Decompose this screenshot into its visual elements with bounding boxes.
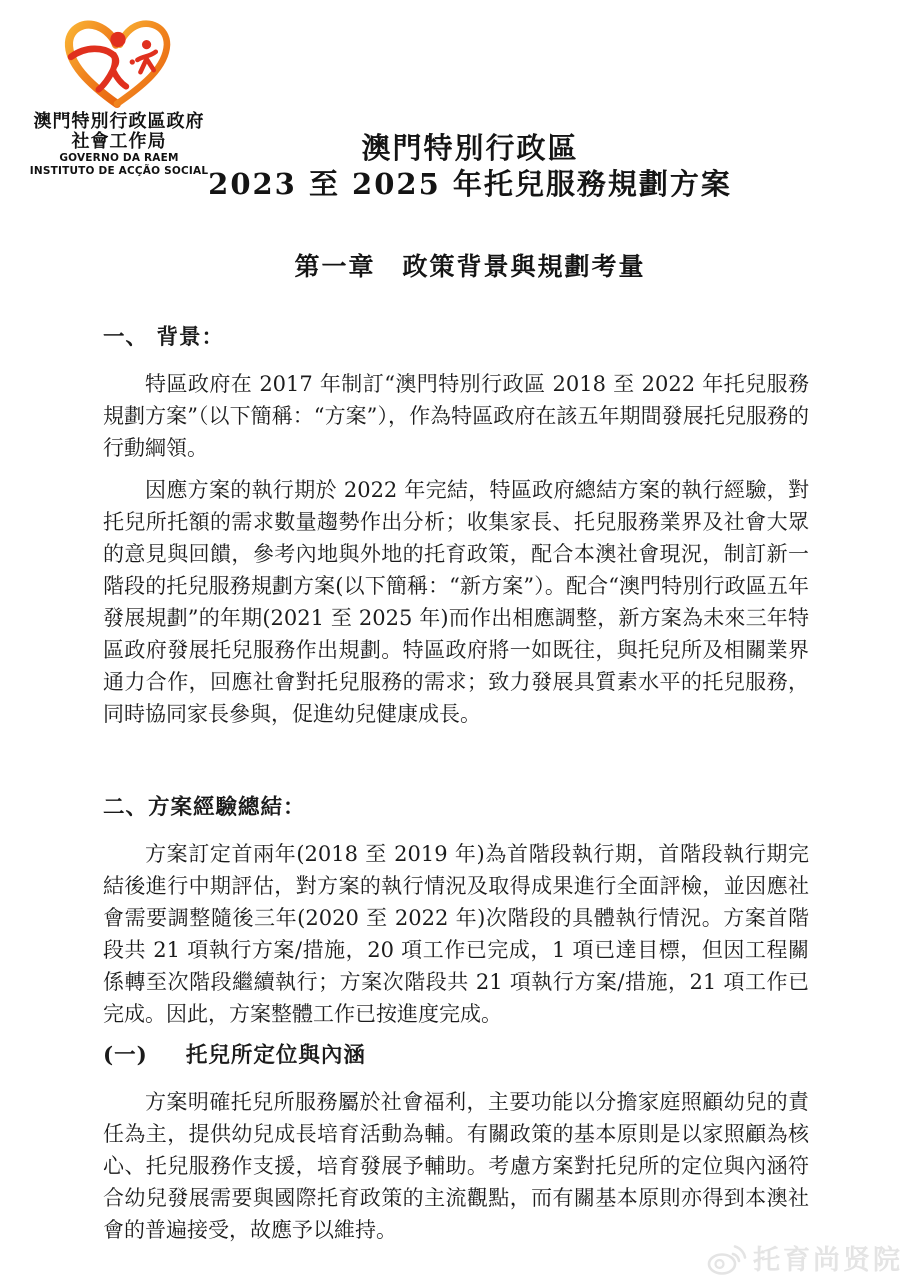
section1-heading: 一、 背景： [103, 325, 224, 350]
heart-with-figures-logo [24, 14, 214, 112]
document-body [103, 322, 809, 1256]
document-title-line1: 澳門特別行政區 [361, 131, 579, 165]
watermark-text: 托育尚贤院 [753, 1245, 903, 1276]
subsection1-paragraph1: 方案明確托兒所服務屬於社會福利，主要功能以分擔家庭照顧幼兒的責任為主，提供幼兒成長培育活動為輔。有關政策的基本原則是以家照顧為核心、托兒服務作支援，培育發展予輔助。考慮方案對托兒所的定位與內涵符合幼兒發展需要與國際托育政策的主流觀點，而有關基本原則亦得到本澳社會的普遍接受，故應予以維持。 [103, 1090, 809, 1242]
section2-paragraph1: 方案訂定首兩年(2018 至 2019 年)為首階段執行期，首階段執行期完結後進行中期評估，對方案的執行情況及取得成果進行全面評檢，並因應社會需要調整隨後三年(2020 至 2022 年)次階段的具體執行情況。方案首階段共 21 項執行方案/措施，20 項工作已完成，1 項已達目標，但因工程關係轉至次階段繼續執行；方案次階段共 21 項執行方案/措施，21 項工作已完成。因此，方案整體工作已按進度完成。 [103, 842, 809, 1026]
subsection1-label: (一) [103, 1043, 148, 1068]
chapter-heading: 第一章 政策背景與規劃考量 [294, 252, 646, 281]
org-dept-pt: INSTITUTO DE ACÇÃO SOCIAL [29, 164, 209, 177]
subsection1-heading [103, 1040, 809, 1072]
section1-paragraph1: 特區政府在 2017 年制訂“澳門特別行政區 2018 至 2022 年托兒服務規劃方案”（以下簡稱：“方案”），作為特區政府在該五年期間發展托兒服務的行動綱領。 [103, 372, 809, 460]
weibo-icon [706, 1240, 748, 1276]
document-title-line2: 2023 至 2025 年托兒服務規劃方案 [208, 167, 732, 201]
org-dept-zh: 社會工作局 [71, 131, 167, 152]
watermark [706, 1238, 903, 1277]
heart-logo-graphic [57, 14, 181, 112]
section1-paragraph2: 因應方案的執行期於 2022 年完結，特區政府總結方案的執行經驗，對托兒所托額的需求數量趨勢作出分析；收集家長、托兒服務業界及社會大眾的意見與回饋，參考內地與外地的托育政策，配合本澳社會現況，制訂新一階段的托兒服務規劃方案(以下簡稱：“新方案”）。配合“澳門特別行政區五年發展規劃”的年期(2021 至 2025 年)而作出相應調整，新方案為未來三年特區政府發展托兒服務作出規劃。特區政府將一如既往，與托兒所及相關業界通力合作，回應社會對托兒服務的需求；致力發展具質素水平的托兒服務，同時協同家長參與，促進幼兒健康成長。 [103, 478, 809, 726]
subsection1-title: 托兒所定位與內涵 [185, 1043, 366, 1068]
document-title [30, 130, 910, 202]
section2-heading: 二、方案經驗總結： [103, 795, 306, 820]
org-name-zh: 澳門特別行政區政府 [33, 111, 205, 132]
org-name-pt: GOVERNO DA RAEM [59, 152, 179, 164]
